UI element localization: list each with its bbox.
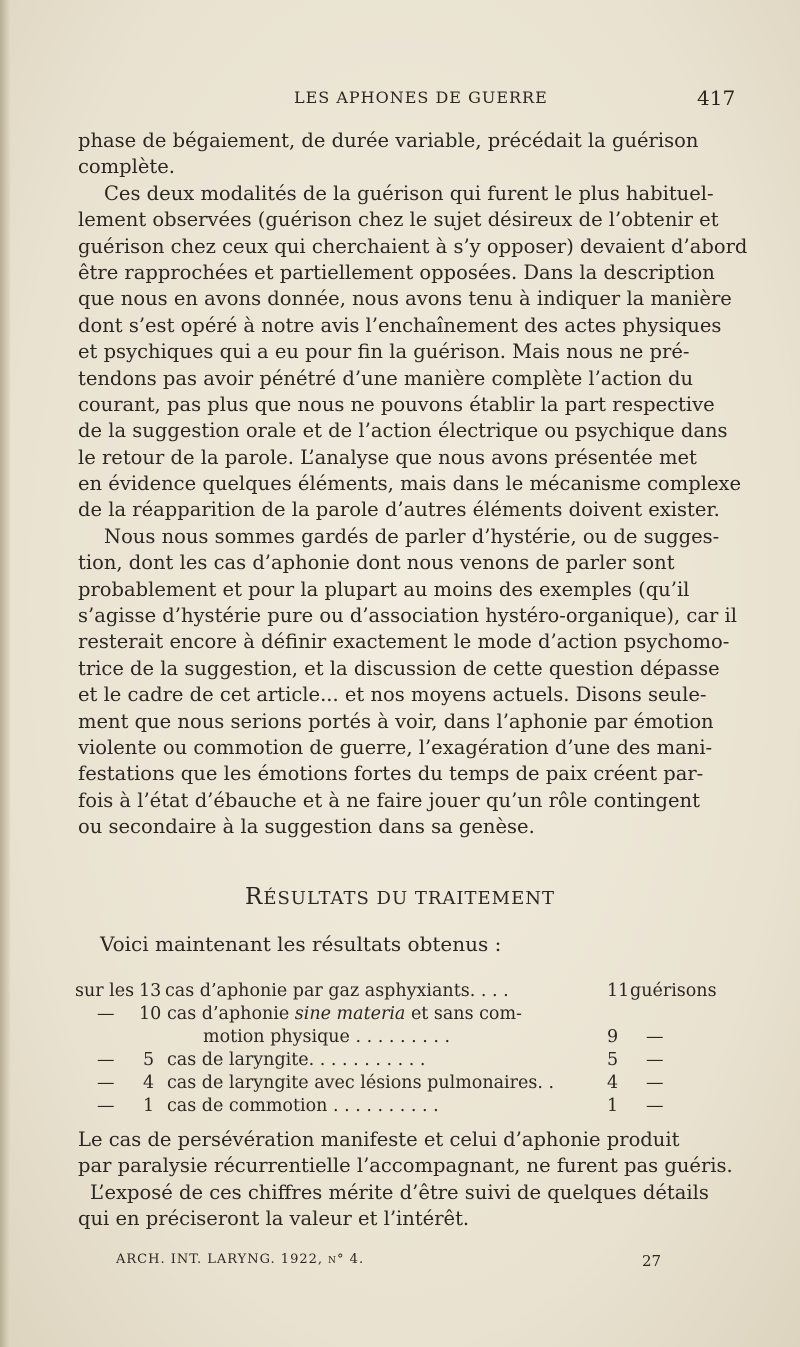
text-line: qui en préciseront la valeur et l’intérêt. [78,1207,470,1231]
result-row [75,1072,715,1095]
row-label: cas de laryngite. . . . . . . . . . . [167,1050,426,1070]
row-label: motion physique . . . . . . . . . [203,1027,451,1047]
section-title-initial: R [244,884,264,910]
text-line: fois à l’état d’ébauche et à ne faire jouer qu’un rôle contingent [78,788,700,812]
text-line: ment que nous serions portés à voir, dans l’aphonie par émotion [78,709,714,733]
text-line: probablement et pour la plupart au moins des exemples (qu’il [78,577,690,601]
text-line: le retour de la parole. L’analyse que nous avons présentée met [78,445,697,469]
row-lead: — [97,1096,115,1116]
text-line: dont s’est opéré à notre avis l’enchaînement des actes physiques [78,313,722,337]
row-label: cas d’aphonie sine materia et sans com- [167,1004,522,1024]
result-row [75,1003,715,1026]
row-lead: — [97,1004,115,1024]
text-line: tion, dont les cas d’aphonie dont nous venons de parler sont [78,551,675,575]
row-unit: guérisons [630,981,717,1001]
text-line: phase de bégaiement, de durée variable, précédait la guérison [78,129,699,152]
row-unit: — [646,1096,664,1116]
text-line: que nous en avons donnée, nous avons tenu à indiquer la manière [78,287,732,311]
row-num: 5 [143,1050,155,1070]
row-lead: — [97,1073,115,1093]
page-number: 417 [697,86,736,110]
binding-gutter [0,0,10,1347]
result-row [75,1095,715,1118]
result-row-continuation [75,1026,715,1049]
row-unit: — [646,1027,664,1047]
row-count: 9 [607,1027,619,1047]
text-line: s’agisse d’hystérie pure ou d’association hystéro-organique), car il [78,604,737,628]
row-count: 11 [607,981,630,1001]
results-list [75,980,715,1118]
row-lead: — [97,1050,115,1070]
text-line: L’exposé de ces chiffres mérite d’être suivi de quelques détails [90,1180,709,1204]
text-line: guérison chez ceux qui cherchaient à s’y opposer) devaient d’abord [78,234,748,258]
text-line: Nous nous sommes gardés de parler d’hystérie, ou de sugges- [104,524,720,548]
row-count: 5 [607,1050,619,1070]
row-label: cas de laryngite avec lésions pulmonaires. . [167,1073,555,1093]
text-line: Le cas de persévération manifeste et celui d’aphonie produit [78,1128,680,1151]
result-row [75,1049,715,1072]
section-title-rest: ÉSULTATS DU TRAITEMENT [263,888,555,909]
text-line: et le cadre de cet article... et nos moyens actuels. Disons seule- [78,683,707,707]
row-lead: sur les [75,981,135,1001]
row-count: 1 [607,1096,619,1116]
text-line: de la réapparition de la parole d’autres éléments doivent exister. [78,498,720,522]
section-title [0,884,800,910]
row-num: 4 [143,1073,155,1093]
signature-mark: 27 [642,1252,662,1270]
body-text [78,128,748,841]
text-line: ou secondaire à la suggestion dans sa genèse. [78,815,535,839]
row-label: cas de commotion . . . . . . . . . . [167,1096,439,1116]
text-line: trice de la suggestion, et la discussion de cette question dépasse [78,656,720,680]
text-line: en évidence quelques éléments, mais dans le mécanisme complexe [78,472,742,496]
page-header [0,86,800,116]
row-unit: — [646,1073,664,1093]
text-line: complète. [78,155,175,179]
text-line: festations que les émotions fortes du temps de paix créent par- [78,762,704,786]
text-line: resterait encore à définir exactement le mode d’action psychomo- [78,630,730,654]
row-num: 13 [139,981,162,1001]
row-num: 10 [139,1004,162,1024]
row-count: 4 [607,1073,619,1093]
row-unit: — [646,1050,664,1070]
text-line: par paralysie récurrentielle l’accompagnant, ne furent pas guéris. [78,1154,733,1178]
text-line: courant, pas plus que nous ne pouvons établir la part respective [78,392,715,416]
text-line: être rapprochées et partiellement opposées. Dans la description [78,260,715,284]
row-num: 1 [143,1096,155,1116]
text-line: de la suggestion orale et de l’action électrique ou psychique dans [78,419,728,443]
text-line: lement observées (guérison chez le sujet désireux de l’obtenir et [78,208,719,232]
latin-term: sine materia [294,1004,406,1024]
text-line: violente ou commotion de guerre, l’exagération d’une des mani- [78,735,713,759]
row-label: cas d’aphonie par gaz asphyxiants. . . . [165,981,509,1001]
running-head: LES APHONES DE GUERRE [294,88,548,107]
journal-reference: ARCH. INT. LARYNG. 1922, n° 4. [116,1252,365,1267]
text-line: Ces deux modalités de la guérison qui furent le plus habituel- [104,181,714,205]
closing-paragraph [78,1127,733,1233]
result-row [75,980,715,1003]
text-line: et psychiques qui a eu pour fin la guérison. Mais nous ne pré- [78,340,690,364]
text-line: tendons pas avoir pénétré d’une manière complète l’action du [78,366,694,390]
results-intro: Voici maintenant les résultats obtenus : [100,932,502,956]
